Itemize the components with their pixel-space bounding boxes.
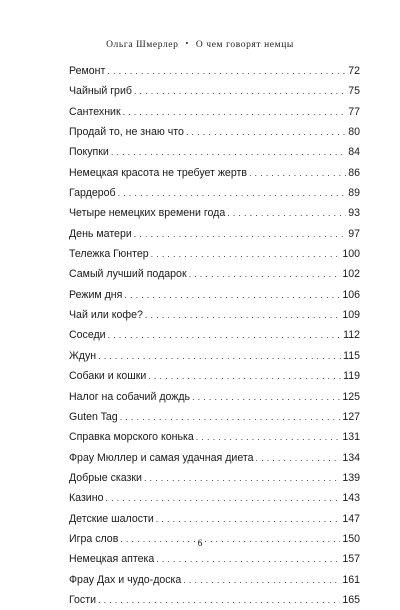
header-author: Ольга Шмерлер [106, 40, 179, 50]
toc-entry-page: 134 [342, 451, 360, 464]
table-of-contents [69, 61, 360, 610]
toc-entry-page: 80 [348, 126, 360, 139]
toc-entry-title: Чайный гриб [69, 85, 132, 98]
toc-entry [69, 549, 360, 569]
toc-dot-leader [98, 590, 340, 610]
toc-entry-page: 77 [348, 105, 360, 118]
toc-dot-leader [196, 427, 341, 447]
toc-entry [69, 366, 360, 386]
toc-dot-leader [124, 285, 340, 305]
toc-entry-page: 119 [343, 370, 360, 383]
toc-dot-leader [108, 325, 342, 345]
toc-entry-page: 86 [348, 166, 360, 179]
toc-entry [69, 570, 360, 590]
toc-entry-title: Добрые сказки [69, 471, 142, 484]
toc-entry-page: 112 [343, 329, 360, 342]
toc-entry-page: 125 [342, 390, 360, 403]
toc-entry [69, 407, 360, 427]
toc-dot-leader [134, 224, 346, 244]
toc-entry-title: Детские шалости [69, 512, 154, 525]
toc-entry [69, 264, 360, 284]
toc-entry-title: Ремонт [69, 65, 106, 77]
toc-entry-title: Продай то, не знаю что [69, 126, 184, 139]
toc-entry-page: 84 [348, 146, 360, 159]
toc-dot-leader [156, 549, 340, 569]
toc-dot-leader [111, 142, 346, 162]
toc-entry [69, 285, 360, 305]
toc-dot-leader [192, 387, 340, 407]
toc-entry-title: Казино [69, 492, 104, 505]
toc-entry [69, 142, 360, 162]
toc-entry-title: Немецкая аптека [69, 553, 155, 566]
toc-entry-page: 150 [342, 532, 360, 545]
toc-entry-page: 115 [343, 349, 360, 362]
toc-entry [69, 203, 360, 223]
toc-entry [69, 305, 360, 325]
toc-entry-page: 147 [342, 512, 360, 525]
toc-entry-title: Налог на собачий дождь [69, 390, 191, 403]
toc-dot-leader [186, 122, 346, 142]
toc-entry-page: 161 [342, 573, 360, 586]
toc-entry-page: 75 [348, 85, 360, 98]
toc-entry [69, 224, 360, 244]
toc-entry-page: 127 [342, 410, 360, 423]
toc-entry [69, 590, 360, 610]
toc-dot-leader [183, 570, 340, 590]
toc-dot-leader [118, 183, 347, 203]
toc-dot-leader [249, 163, 346, 183]
toc-entry-page: 106 [342, 288, 360, 301]
toc-entry-title: Режим дня [69, 288, 123, 301]
running-header [0, 40, 400, 50]
toc-entry [69, 122, 360, 142]
toc-entry-title: Гардероб [69, 187, 116, 200]
toc-entry-page: 109 [342, 309, 360, 322]
toc-entry-title: Гости [69, 593, 96, 606]
toc-entry-title: Соседи [69, 329, 106, 342]
toc-entry-title: Чай или кофе? [69, 309, 143, 322]
toc-dot-leader [148, 366, 341, 386]
toc-entry-title: Фрау Мюллер и самая удачная диета [69, 451, 254, 464]
toc-entry [69, 488, 360, 508]
toc-entry-title: Четыре немецких времени года [69, 207, 226, 220]
toc-entry [69, 61, 360, 81]
toc-dot-leader [123, 102, 347, 122]
toc-dot-leader [145, 305, 340, 325]
toc-dot-leader [151, 244, 341, 264]
toc-entry [69, 448, 360, 468]
toc-entry-page: 157 [342, 553, 360, 566]
toc-entry-title: Собаки и кошки [69, 370, 147, 383]
toc-entry-title: Покупки [69, 146, 109, 159]
toc-entry-page: 143 [342, 492, 360, 505]
toc-entry-title: Самый лучший подарок [69, 268, 187, 281]
toc-entry [69, 509, 360, 529]
toc-entry-title: День матери [69, 227, 132, 240]
toc-dot-leader [120, 407, 341, 427]
toc-entry-page: 97 [348, 227, 360, 240]
toc-dot-leader [227, 203, 346, 223]
toc-entry [69, 102, 360, 122]
toc-entry-title: Немецкая красота не требует жертв [69, 166, 247, 179]
toc-entry [69, 325, 360, 345]
toc-entry [69, 81, 360, 101]
toc-entry-title: Сантехник [69, 105, 121, 118]
toc-entry [69, 346, 360, 366]
toc-dot-leader [255, 448, 340, 468]
toc-dot-leader [156, 509, 341, 529]
toc-entry [69, 183, 360, 203]
toc-entry [69, 244, 360, 264]
toc-entry-title: Игра слов [69, 532, 119, 545]
toc-entry [69, 163, 360, 183]
toc-dot-leader [98, 346, 341, 366]
toc-entry-title: Тележка Гюнтер [69, 248, 149, 261]
toc-dot-leader [144, 468, 340, 488]
toc-entry-title: Ждун [69, 349, 97, 362]
toc-entry-title: Guten Tag [69, 410, 118, 423]
toc-entry-page: 72 [348, 65, 360, 77]
page-number: 6 [197, 539, 203, 549]
toc-dot-leader [107, 61, 346, 81]
toc-dot-leader [105, 488, 340, 508]
toc-entry [69, 387, 360, 407]
toc-entry-page: 131 [342, 431, 360, 444]
toc-entry-title: Справка морского конька [69, 431, 194, 444]
toc-dot-leader [189, 264, 341, 284]
toc-entry-page: 93 [348, 207, 360, 220]
toc-entry [69, 427, 360, 447]
toc-entry-page: 139 [342, 471, 360, 484]
toc-entry [69, 468, 360, 488]
toc-entry-page: 89 [348, 187, 360, 200]
header-book-title: О чем говорят немцы [195, 40, 294, 50]
header-separator: • [185, 39, 189, 48]
toc-entry-page: 102 [342, 268, 360, 281]
toc-entry-page: 100 [342, 248, 360, 261]
toc-entry-page: 165 [342, 593, 360, 606]
toc-dot-leader [134, 81, 346, 101]
toc-entry-title: Фрау Дах и чудо-доска [69, 573, 182, 586]
